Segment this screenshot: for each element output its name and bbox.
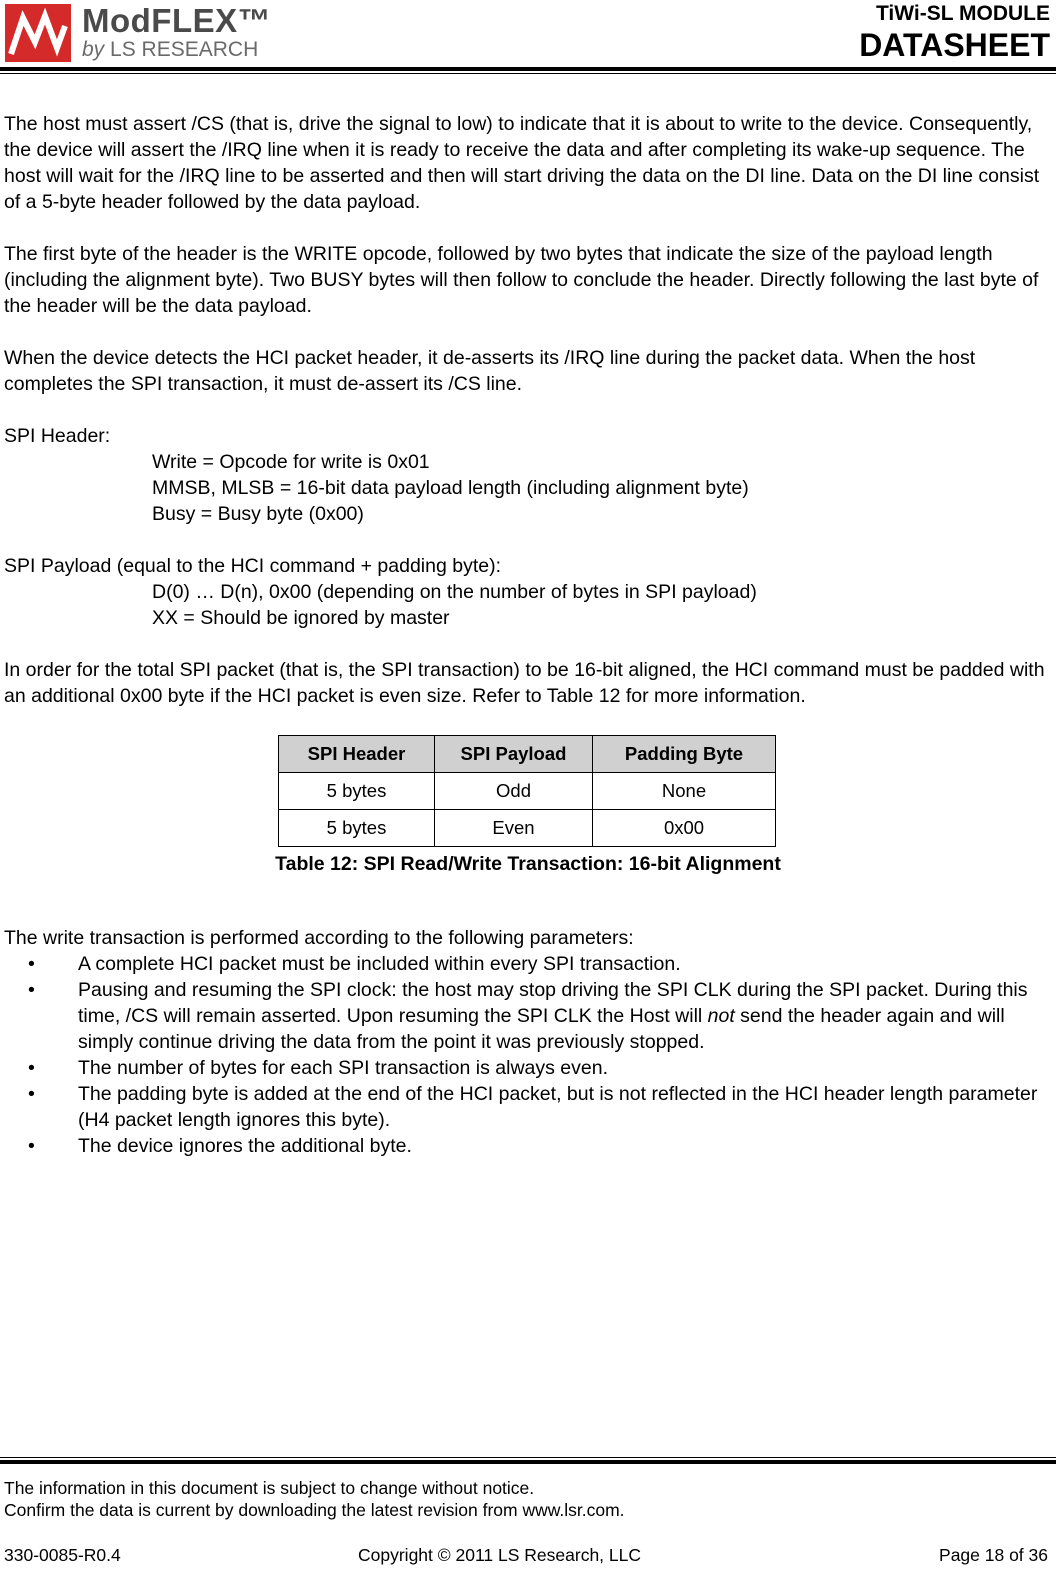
- brand-name: ModFLEX™: [82, 2, 272, 39]
- paragraph-5: The write transaction is performed according to the following parameters:: [4, 927, 634, 949]
- spi-payload-label: SPI Payload (equal to the HCI command + padding byte):: [4, 555, 501, 577]
- bullet-icon: •: [28, 1135, 35, 1157]
- paragraph-1: The host must assert /CS (that is, drive the signal to low) to indicate that it is about to write to the device. Consequently, the device will assert the /IRQ line when it is ready to receive the data and after completing its wake-up sequence. The host will wait for the /IRQ line to be asserted and then will start driving the data on the DI line. Data on the DI line consist of a 5-byte header followed by the data payload.: [4, 113, 1040, 213]
- footer-notice-2: Confirm the data is current by downloading the latest revision from www.lsr.com.: [4, 1500, 625, 1520]
- module-name: TiWi-SL MODULE: [875, 2, 1050, 25]
- paragraph-2: The first byte of the header is the WRITE opcode, followed by two bytes that indicate the size of the payload length (including the alignment byte). Two BUSY bytes will then follow to conclude the header. Directly following the last byte of the header will be the data payload.: [4, 243, 1039, 317]
- list-item: [4, 1081, 1052, 1133]
- page-header: [0, 0, 1056, 72]
- table-header-row: [279, 736, 776, 773]
- spi-payload-item: D(0) … D(n), 0x00 (depending on the number of bytes in SPI payload): [152, 581, 757, 603]
- bullet-icon: •: [28, 1083, 35, 1105]
- list-item-text: The padding byte is added at the end of the HCI packet, but is not reflected in the HCI header length parameter (H4 packet length ignores this byte).: [78, 1083, 1038, 1131]
- page-content: [4, 111, 1052, 1159]
- table-header-cell: Padding Byte: [593, 736, 776, 773]
- footer-rule-thin: [0, 1457, 1056, 1458]
- table-cell: 5 bytes: [279, 810, 435, 847]
- header-rule-thin: [0, 73, 1056, 74]
- brand-by: by: [82, 38, 105, 61]
- document-title: [859, 2, 1050, 64]
- header-rule-thick: [0, 67, 1056, 71]
- list-item: [4, 977, 1052, 1055]
- list-item: [4, 951, 1052, 977]
- lsr-logo-icon: [5, 4, 71, 62]
- bullet-icon: •: [28, 979, 35, 1001]
- bullet-icon: •: [28, 1057, 35, 1079]
- table-cell: 0x00: [593, 810, 776, 847]
- doc-type: DATASHEET: [859, 27, 1050, 63]
- spi-header-item: Busy = Busy byte (0x00): [152, 503, 364, 525]
- brand-subtitle: [82, 38, 258, 62]
- table-header-cell: SPI Header: [279, 736, 435, 773]
- bullet-icon: •: [28, 953, 35, 975]
- emphasis-text: not: [707, 1005, 735, 1027]
- spi-header-item: MMSB, MLSB = 16-bit data payload length (including alignment byte): [152, 477, 749, 499]
- list-item: [4, 1133, 1052, 1159]
- doc-number: 330-0085-R0.4: [4, 1545, 121, 1565]
- table-row: [279, 810, 776, 847]
- footer-notice-1: The information in this document is subject to change without notice.: [4, 1478, 535, 1498]
- parameter-list: [4, 951, 1052, 1159]
- table-header-cell: SPI Payload: [435, 736, 593, 773]
- table-cell: None: [593, 773, 776, 810]
- list-item-text: send the header again and will simply continue driving the data from the point it was previously stopped.: [78, 1005, 1005, 1053]
- brand-company: LS RESEARCH: [104, 38, 259, 61]
- spi-payload-item: XX = Should be ignored by master: [152, 607, 450, 629]
- list-item-text: A complete HCI packet must be included within every SPI transaction.: [78, 953, 681, 975]
- page-number: Page 18 of 36: [939, 1545, 1048, 1565]
- spi-header-label: SPI Header:: [4, 425, 111, 447]
- table-cell: 5 bytes: [279, 773, 435, 810]
- alignment-table: [278, 735, 776, 847]
- paragraph-3: When the device detects the HCI packet header, it de-asserts its /IRQ line during the packet data. When the host completes the SPI transaction, it must de-assert its /CS line.: [4, 347, 976, 395]
- paragraph-4: In order for the total SPI packet (that is, the SPI transaction) to be 16-bit aligned, the HCI command must be padded with an additional 0x00 byte if the HCI packet is even size. Refer to Table 12 for more information.: [4, 659, 1045, 707]
- list-item-text: The number of bytes for each SPI transaction is always even.: [78, 1057, 609, 1079]
- footer-rule-thick: [0, 1460, 1056, 1464]
- table-cell: Even: [435, 810, 593, 847]
- table-cell: Odd: [435, 773, 593, 810]
- table-caption: Table 12: SPI Read/Write Transaction: 16-bit Alignment: [275, 853, 781, 875]
- list-item-text: The device ignores the additional byte.: [78, 1135, 412, 1157]
- list-item: [4, 1055, 1052, 1081]
- table-row: [279, 773, 776, 810]
- spi-header-item: Write = Opcode for write is 0x01: [152, 451, 430, 473]
- list-item-text: Pausing and resuming the SPI clock: the host may stop driving the SPI CLK during the SPI packet. During this time, /CS will remain asserted. Upon resuming the SPI CLK the Host will: [78, 979, 1028, 1027]
- copyright: Copyright © 2011 LS Research, LLC: [358, 1545, 641, 1565]
